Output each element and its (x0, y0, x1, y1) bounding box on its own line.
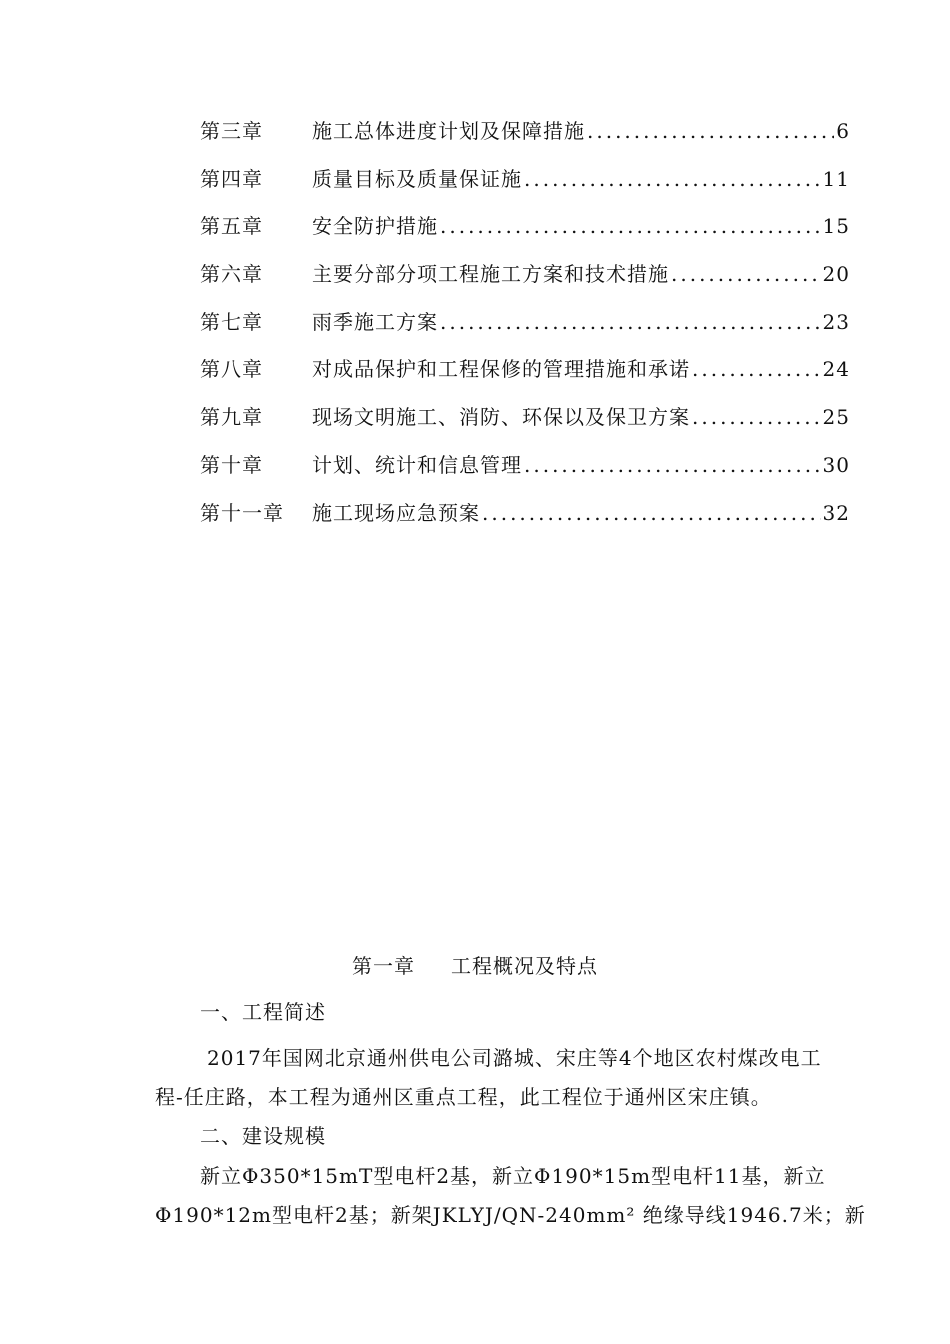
toc-page-number: 11 (822, 166, 850, 191)
toc-page-number: 30 (822, 452, 850, 477)
toc-page-number: 15 (822, 214, 850, 239)
chapter-number: 第一章 (352, 954, 415, 978)
toc-page-number: 6 (836, 119, 850, 143)
paragraph-scale (155, 1157, 866, 1235)
toc-page-number: 23 (822, 309, 850, 334)
toc-entry[interactable] (200, 203, 850, 251)
toc-entry[interactable] (200, 490, 850, 538)
toc-chapter-title: 对成品保护和工程保修的管理措施和承诺 (312, 357, 690, 382)
toc-entry[interactable] (200, 442, 850, 490)
toc-entry[interactable] (200, 394, 850, 442)
table-of-contents (200, 108, 850, 537)
toc-entry[interactable] (200, 299, 850, 347)
section-heading-scale: 二、建设规模 (200, 1124, 326, 1148)
chapter-heading (0, 948, 950, 984)
toc-entry[interactable] (200, 251, 850, 299)
chapter-title: 工程概况及特点 (451, 954, 598, 978)
toc-dot-leader (692, 346, 821, 394)
toc-page-number: 24 (822, 357, 850, 382)
toc-chapter-number: 第五章 (200, 214, 263, 239)
toc-dot-leader (587, 108, 834, 156)
toc-dot-leader (671, 251, 821, 299)
toc-chapter-title: 安全防护措施 (312, 214, 438, 239)
toc-chapter-number: 第九章 (200, 405, 263, 430)
toc-dot-leader (440, 299, 821, 347)
toc-dot-leader (524, 442, 821, 490)
toc-entry[interactable] (200, 108, 850, 156)
paragraph-overview (155, 1039, 855, 1117)
toc-chapter-title: 质量目标及质量保证施 (312, 166, 522, 191)
toc-chapter-number: 第八章 (200, 357, 263, 382)
toc-page-number: 25 (822, 405, 850, 430)
paragraph-line: Φ190*12m型电杆2基；新架JKLYJ/QN-240mm² 绝缘导线1946.7米；新 (155, 1203, 866, 1227)
toc-chapter-title: 施工现场应急预案 (312, 500, 480, 525)
paragraph-line: 2017年国网北京通州供电公司潞城、宋庄等4个地区农村煤改电工 (207, 1046, 822, 1070)
toc-page-number: 20 (822, 262, 850, 287)
toc-chapter-number: 第四章 (200, 166, 263, 191)
paragraph-line: 程-任庄路，本工程为通州区重点工程，此工程位于通州区宋庄镇。 (155, 1085, 772, 1109)
toc-chapter-number: 第十一章 (200, 500, 284, 525)
toc-chapter-number: 第七章 (200, 309, 263, 334)
toc-entry[interactable] (200, 156, 850, 204)
toc-chapter-title: 主要分部分项工程施工方案和技术措施 (312, 262, 669, 287)
toc-chapter-title: 现场文明施工、消防、环保以及保卫方案 (312, 405, 690, 430)
toc-chapter-title: 计划、统计和信息管理 (312, 452, 522, 477)
toc-chapter-title: 施工总体进度计划及保障措施 (312, 119, 585, 143)
toc-page-number: 32 (822, 500, 850, 525)
paragraph-line: 新立Φ350*15mT型电杆2基，新立Φ190*15m型电杆11基，新立 (200, 1164, 826, 1188)
toc-entry[interactable] (200, 346, 850, 394)
toc-dot-leader (692, 394, 821, 442)
toc-dot-leader (482, 490, 821, 538)
toc-chapter-title: 雨季施工方案 (312, 309, 438, 334)
toc-dot-leader (440, 203, 821, 251)
section-heading-overview: 一、工程简述 (200, 1000, 326, 1024)
toc-dot-leader (524, 156, 821, 204)
toc-chapter-number: 第十章 (200, 452, 263, 477)
toc-chapter-number: 第六章 (200, 262, 263, 287)
toc-chapter-number: 第三章 (200, 119, 263, 143)
